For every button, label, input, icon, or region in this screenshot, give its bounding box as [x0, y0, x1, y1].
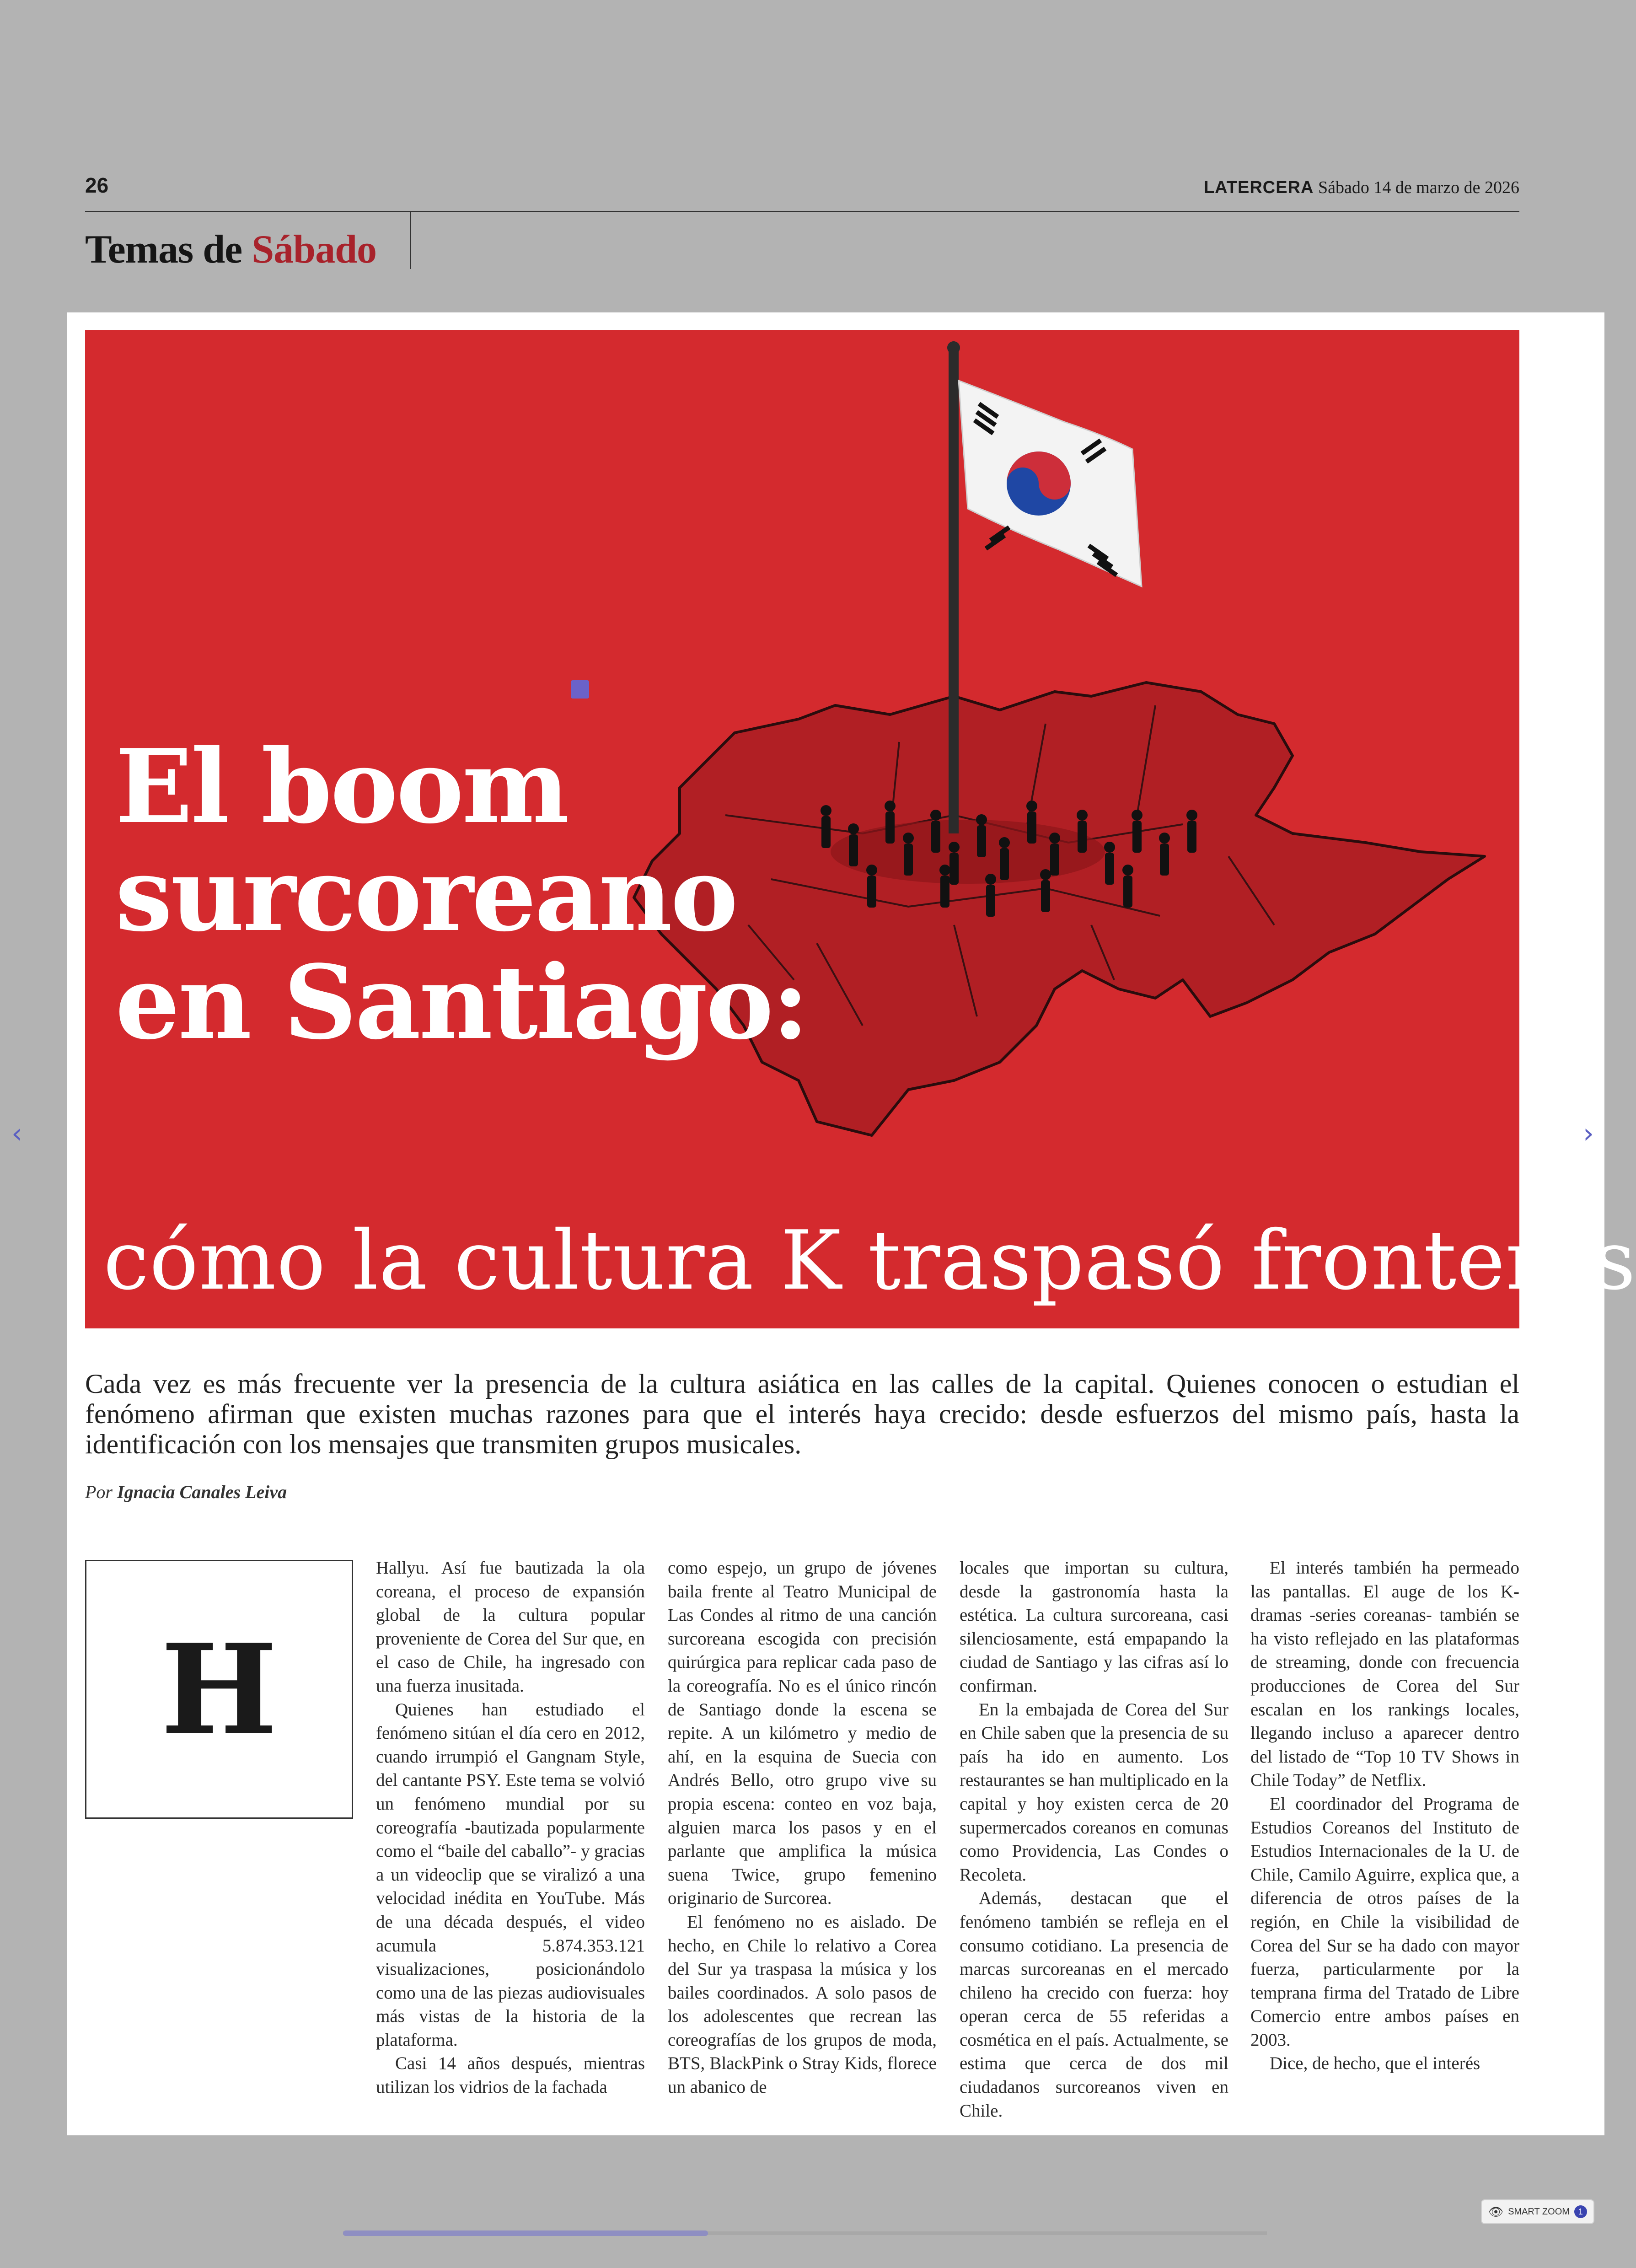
paragraph: En la embajada de Corea del Sur en Chile saben que la presencia de su país ha ido en aumento. Los restaurantes se han multiplicado en la capital y hoy existen cerca de 20 supermercados coreanos en comunas como Providencia, Las Condes o Recoleta. [960, 1699, 1228, 1885]
paragraph: El interés también ha permeado las pantallas. El auge de los K-dramas -series coreanas- también se ha visto reflejado en las plataformas de streaming, donde con frecuencia producciones de Corea del Sur escalan en los rankings locales, llegando incluso a aparecer dentro del listado de “Top 10 TV Shows in Chile Today” de Netflix. [1250, 1558, 1519, 1790]
subheadline: cómo la cultura K traspasó fronteras [103, 1213, 1636, 1308]
hero-illustration [85, 330, 1636, 1328]
article-column-2 [668, 1556, 937, 2105]
masthead [1204, 177, 1519, 198]
smart-zoom-count: 1 [1574, 2205, 1587, 2218]
section-accent: Sábado [252, 227, 377, 272]
paragraph: como espejo, un grupo de jóvenes baila frente al Teatro Municipal de Las Condes al ritmo de una canción surcoreana escogida con precisión quirúrgica para replicar cada paso de la coreografía. No es el único rincón de Santiago donde la escena se repite. A un kilómetro y medio de ahí, en la esquina de Suecia con Andrés Bello, otro grupo vive su propia escena: conteo en voz baja, alguien marca los pasos y en el parlante que amplifica la música suena Twice, grupo femenino originario de Surcorea. [668, 1558, 937, 1908]
section-divider [410, 212, 411, 269]
hotspot-marker[interactable] [571, 680, 589, 699]
article-column-3 [960, 1556, 1228, 2121]
dropcap-box [85, 1560, 353, 1819]
south-korea-flag-icon [959, 381, 1142, 586]
newspaper-brand: LATERCERA [1203, 178, 1314, 197]
author-name: Ignacia Canales Leiva [117, 1482, 287, 1502]
page-scrubber-progress[interactable] [343, 2230, 708, 2236]
lede-paragraph: Cada vez es más frecuente ver la presencia de la cultura asiática en las calles de la capital. Quienes conocen o estudian el fenómeno afirman que existen muchas razones para que el interés haya crecido: desde esfuerzos del mismo país, hasta la identificación con los mensajes que transmiten grupos musicales. [85, 1369, 1519, 1459]
flagpole [949, 349, 959, 833]
section-prefix: Temas de [85, 227, 252, 272]
article-column-1 [376, 1556, 645, 2105]
publication-date: Sábado 14 de marzo de 2026 [1318, 178, 1519, 197]
byline [85, 1481, 287, 1503]
article-column-4 [1250, 1556, 1519, 2105]
paragraph: Quienes han estudiado el fenómeno sitúan el día cero en 2012, cuando irrumpió el Gangnam Style, del cantante PSY. Este tema se volvió un fenómeno mundial por su coreografía -bautizada popularmente como el “baile del caballo”- y gracias a un videoclip que se viralizó a una velocidad inédita en YouTube. Más de una década después, el video acumula 5.874.353.121 visualizaciones, posicionándolo como una de las piezas audiovisuales más vistas de la historia de la plataforma. [376, 1699, 645, 2050]
next-page-icon[interactable]: › [1583, 1118, 1594, 1150]
paragraph: Además, destacan que el fenómeno también se refleja en el consumo cotidiano. La presencia de marcas surcoreanas en el mercado chileno ha crecido con fuerza: hoy operan cerca de 55 referidas a cosmética en el país. Actualmente, se estima que cerca de dos mil ciudadanos surcoreanos viven en Chile. [960, 1888, 1228, 2121]
paragraph: Dice, de hecho, que el interés [1270, 2053, 1480, 2074]
paragraph: El fenómeno no es aislado. De hecho, en Chile lo relativo a Corea del Sur ya traspasa la música y los bailes coordinados. A solo pasos de los adolescentes que recrean las coreografías de los grupos de moda, BTS, BlackPink o Stray Kids, florece un abanico de [668, 1912, 937, 2097]
byline-prefix: Por [85, 1482, 117, 1502]
paragraph: Casi 14 años después, mientras utilizan los vidrios de la fachada [376, 2053, 645, 2097]
paragraph: Hallyu. Así fue bautizada la ola coreana, el proceso de expansión global de la cultura popular proveniente de Corea del Sur que, en el caso de Chile, ha ingresado con una fuerza inusitada. [376, 1558, 645, 1696]
section-title [85, 226, 376, 273]
smart-zoom-button[interactable] [1481, 2199, 1594, 2224]
paragraph: locales que importan su cultura, desde la gastronomía hasta la estética. La cultura surcoreana, casi silenciosamente, está empapando la ciudad de Santiago y las cifras así lo confirman. [960, 1558, 1228, 1696]
dropcap-letter: H [161, 1617, 278, 1762]
page-number: 26 [85, 173, 109, 197]
headline: El boom surcoreano en Santiago: [115, 727, 808, 1062]
eye-icon: 👁 [1488, 2204, 1504, 2219]
paragraph: El coordinador del Programa de Estudios Coreanos del Instituto de Estudios Internacionales de la U. de Chile, Camilo Aguirre, explica que, a diferencia de otros países de la región, en Chile la visibilidad de Corea del Sur se ha dado con mayor fuerza, particularmente por la temprana firma del Tratado de Libre Comercio entre ambos países en 2003. [1250, 1794, 1519, 2050]
smart-zoom-label: SMART ZOOM [1508, 2206, 1570, 2217]
previous-page-icon[interactable]: ‹ [11, 1118, 22, 1150]
header-rule [85, 211, 1519, 212]
